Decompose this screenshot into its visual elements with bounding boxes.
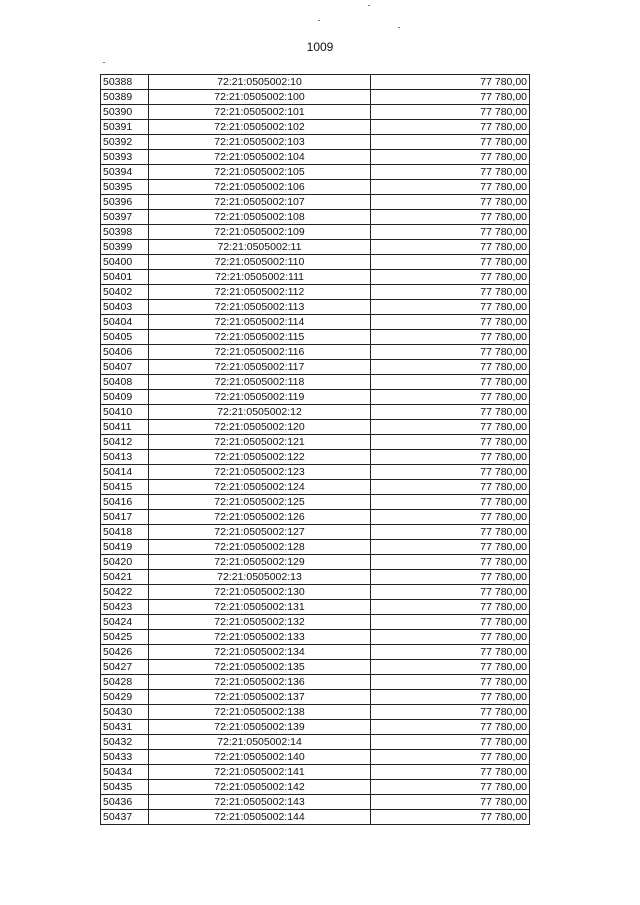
cadastral-number-cell: 72:21:0505002:100 xyxy=(149,90,371,105)
table-row xyxy=(101,390,530,405)
row-number-cell: 50399 xyxy=(101,240,149,255)
cadastral-number-cell: 72:21:0505002:110 xyxy=(149,255,371,270)
cadastral-number-cell: 72:21:0505002:137 xyxy=(149,690,371,705)
value-cell: 77 780,00 xyxy=(371,540,530,555)
value-cell: 77 780,00 xyxy=(371,765,530,780)
cadastral-number-cell: 72:21:0505002:134 xyxy=(149,645,371,660)
cadastral-number-cell: 72:21:0505002:10 xyxy=(149,75,371,90)
value-cell: 77 780,00 xyxy=(371,270,530,285)
cadastral-number-cell: 72:21:0505002:11 xyxy=(149,240,371,255)
cadastral-number-cell: 72:21:0505002:115 xyxy=(149,330,371,345)
cadastral-number-cell: 72:21:0505002:120 xyxy=(149,420,371,435)
row-number-cell: 50428 xyxy=(101,675,149,690)
row-number-cell: 50419 xyxy=(101,540,149,555)
table-row xyxy=(101,510,530,525)
cadastral-number-cell: 72:21:0505002:106 xyxy=(149,180,371,195)
value-cell: 77 780,00 xyxy=(371,480,530,495)
row-number-cell: 50395 xyxy=(101,180,149,195)
cadastral-number-cell: 72:21:0505002:143 xyxy=(149,795,371,810)
value-cell: 77 780,00 xyxy=(371,315,530,330)
table-row xyxy=(101,570,530,585)
cadastral-number-cell: 72:21:0505002:112 xyxy=(149,285,371,300)
row-number-cell: 50394 xyxy=(101,165,149,180)
row-number-cell: 50415 xyxy=(101,480,149,495)
table-row xyxy=(101,405,530,420)
value-cell: 77 780,00 xyxy=(371,660,530,675)
cadastral-number-cell: 72:21:0505002:14 xyxy=(149,735,371,750)
table-row xyxy=(101,495,530,510)
value-cell: 77 780,00 xyxy=(371,255,530,270)
table-row xyxy=(101,105,530,120)
cadastral-number-cell: 72:21:0505002:119 xyxy=(149,390,371,405)
value-cell: 77 780,00 xyxy=(371,735,530,750)
cadastral-number-cell: 72:21:0505002:109 xyxy=(149,225,371,240)
value-cell: 77 780,00 xyxy=(371,285,530,300)
scan-speck xyxy=(368,5,370,6)
cadastral-number-cell: 72:21:0505002:125 xyxy=(149,495,371,510)
table-row xyxy=(101,315,530,330)
value-cell: 77 780,00 xyxy=(371,435,530,450)
cadastral-number-cell: 72:21:0505002:138 xyxy=(149,705,371,720)
cadastral-number-cell: 72:21:0505002:103 xyxy=(149,135,371,150)
row-number-cell: 50393 xyxy=(101,150,149,165)
cadastral-number-cell: 72:21:0505002:136 xyxy=(149,675,371,690)
scan-speck xyxy=(318,20,320,21)
table-row xyxy=(101,465,530,480)
cadastral-number-cell: 72:21:0505002:128 xyxy=(149,540,371,555)
table-row xyxy=(101,270,530,285)
row-number-cell: 50391 xyxy=(101,120,149,135)
table-row xyxy=(101,285,530,300)
row-number-cell: 50388 xyxy=(101,75,149,90)
value-cell: 77 780,00 xyxy=(371,90,530,105)
table-body xyxy=(101,75,530,825)
row-number-cell: 50427 xyxy=(101,660,149,675)
cadastral-number-cell: 72:21:0505002:117 xyxy=(149,360,371,375)
value-cell: 77 780,00 xyxy=(371,120,530,135)
cadastral-number-cell: 72:21:0505002:123 xyxy=(149,465,371,480)
table-row xyxy=(101,750,530,765)
row-number-cell: 50432 xyxy=(101,735,149,750)
value-cell: 77 780,00 xyxy=(371,330,530,345)
table-row xyxy=(101,690,530,705)
table-row xyxy=(101,375,530,390)
row-number-cell: 50426 xyxy=(101,645,149,660)
table-row xyxy=(101,735,530,750)
table-row xyxy=(101,240,530,255)
row-number-cell: 50429 xyxy=(101,690,149,705)
row-number-cell: 50434 xyxy=(101,765,149,780)
value-cell: 77 780,00 xyxy=(371,345,530,360)
value-cell: 77 780,00 xyxy=(371,150,530,165)
table-row xyxy=(101,555,530,570)
table-row xyxy=(101,450,530,465)
scan-speck xyxy=(398,27,400,28)
row-number-cell: 50420 xyxy=(101,555,149,570)
value-cell: 77 780,00 xyxy=(371,495,530,510)
table-row xyxy=(101,525,530,540)
value-cell: 77 780,00 xyxy=(371,165,530,180)
cadastral-number-cell: 72:21:0505002:116 xyxy=(149,345,371,360)
cadastral-number-cell: 72:21:0505002:111 xyxy=(149,270,371,285)
value-cell: 77 780,00 xyxy=(371,360,530,375)
cadastral-number-cell: 72:21:0505002:133 xyxy=(149,630,371,645)
value-cell: 77 780,00 xyxy=(371,195,530,210)
row-number-cell: 50408 xyxy=(101,375,149,390)
scan-speck xyxy=(103,62,105,63)
table-row xyxy=(101,540,530,555)
value-cell: 77 780,00 xyxy=(371,375,530,390)
row-number-cell: 50409 xyxy=(101,390,149,405)
value-cell: 77 780,00 xyxy=(371,75,530,90)
value-cell: 77 780,00 xyxy=(371,450,530,465)
cadastral-number-cell: 72:21:0505002:105 xyxy=(149,165,371,180)
table-row xyxy=(101,600,530,615)
cadastral-number-cell: 72:21:0505002:132 xyxy=(149,615,371,630)
table-row xyxy=(101,435,530,450)
table-row xyxy=(101,195,530,210)
table-row xyxy=(101,75,530,90)
value-cell: 77 780,00 xyxy=(371,675,530,690)
row-number-cell: 50430 xyxy=(101,705,149,720)
row-number-cell: 50404 xyxy=(101,315,149,330)
table-row xyxy=(101,810,530,825)
value-cell: 77 780,00 xyxy=(371,780,530,795)
value-cell: 77 780,00 xyxy=(371,405,530,420)
row-number-cell: 50398 xyxy=(101,225,149,240)
row-number-cell: 50390 xyxy=(101,105,149,120)
table-row xyxy=(101,90,530,105)
value-cell: 77 780,00 xyxy=(371,240,530,255)
table-row xyxy=(101,180,530,195)
table-row xyxy=(101,705,530,720)
table-row xyxy=(101,255,530,270)
value-cell: 77 780,00 xyxy=(371,570,530,585)
row-number-cell: 50397 xyxy=(101,210,149,225)
value-cell: 77 780,00 xyxy=(371,705,530,720)
table-row xyxy=(101,420,530,435)
table-row xyxy=(101,150,530,165)
row-number-cell: 50422 xyxy=(101,585,149,600)
value-cell: 77 780,00 xyxy=(371,135,530,150)
cadastral-number-cell: 72:21:0505002:118 xyxy=(149,375,371,390)
value-cell: 77 780,00 xyxy=(371,615,530,630)
row-number-cell: 50411 xyxy=(101,420,149,435)
value-cell: 77 780,00 xyxy=(371,105,530,120)
row-number-cell: 50413 xyxy=(101,450,149,465)
cadastral-number-cell: 72:21:0505002:104 xyxy=(149,150,371,165)
table-row xyxy=(101,780,530,795)
value-cell: 77 780,00 xyxy=(371,510,530,525)
value-cell: 77 780,00 xyxy=(371,390,530,405)
table-row xyxy=(101,795,530,810)
row-number-cell: 50403 xyxy=(101,300,149,315)
cadastral-number-cell: 72:21:0505002:12 xyxy=(149,405,371,420)
cadastral-number-cell: 72:21:0505002:141 xyxy=(149,765,371,780)
table-row xyxy=(101,630,530,645)
row-number-cell: 50402 xyxy=(101,285,149,300)
cadastral-number-cell: 72:21:0505002:122 xyxy=(149,450,371,465)
row-number-cell: 50437 xyxy=(101,810,149,825)
row-number-cell: 50425 xyxy=(101,630,149,645)
table-row xyxy=(101,345,530,360)
table-row xyxy=(101,360,530,375)
value-cell: 77 780,00 xyxy=(371,420,530,435)
value-cell: 77 780,00 xyxy=(371,720,530,735)
row-number-cell: 50392 xyxy=(101,135,149,150)
cadastral-number-cell: 72:21:0505002:13 xyxy=(149,570,371,585)
row-number-cell: 50414 xyxy=(101,465,149,480)
row-number-cell: 50417 xyxy=(101,510,149,525)
value-cell: 77 780,00 xyxy=(371,750,530,765)
value-cell: 77 780,00 xyxy=(371,630,530,645)
cadastral-number-cell: 72:21:0505002:108 xyxy=(149,210,371,225)
value-cell: 77 780,00 xyxy=(371,600,530,615)
row-number-cell: 50421 xyxy=(101,570,149,585)
cadastral-number-cell: 72:21:0505002:139 xyxy=(149,720,371,735)
table-row xyxy=(101,210,530,225)
row-number-cell: 50389 xyxy=(101,90,149,105)
table-row xyxy=(101,300,530,315)
table-row xyxy=(101,165,530,180)
row-number-cell: 50424 xyxy=(101,615,149,630)
row-number-cell: 50433 xyxy=(101,750,149,765)
cadastral-number-cell: 72:21:0505002:107 xyxy=(149,195,371,210)
value-cell: 77 780,00 xyxy=(371,810,530,825)
cadastral-number-cell: 72:21:0505002:124 xyxy=(149,480,371,495)
value-cell: 77 780,00 xyxy=(371,645,530,660)
value-cell: 77 780,00 xyxy=(371,225,530,240)
value-cell: 77 780,00 xyxy=(371,180,530,195)
value-cell: 77 780,00 xyxy=(371,525,530,540)
table-row xyxy=(101,120,530,135)
cadastral-number-cell: 72:21:0505002:127 xyxy=(149,525,371,540)
row-number-cell: 50436 xyxy=(101,795,149,810)
row-number-cell: 50435 xyxy=(101,780,149,795)
cadastral-number-cell: 72:21:0505002:142 xyxy=(149,780,371,795)
cadastral-number-cell: 72:21:0505002:121 xyxy=(149,435,371,450)
cadastral-number-cell: 72:21:0505002:113 xyxy=(149,300,371,315)
cadastral-number-cell: 72:21:0505002:131 xyxy=(149,600,371,615)
value-cell: 77 780,00 xyxy=(371,300,530,315)
value-cell: 77 780,00 xyxy=(371,210,530,225)
row-number-cell: 50431 xyxy=(101,720,149,735)
value-cell: 77 780,00 xyxy=(371,795,530,810)
row-number-cell: 50401 xyxy=(101,270,149,285)
cadastral-number-cell: 72:21:0505002:114 xyxy=(149,315,371,330)
cadastral-number-cell: 72:21:0505002:102 xyxy=(149,120,371,135)
table-row xyxy=(101,330,530,345)
page-number: 1009 xyxy=(306,40,334,54)
value-cell: 77 780,00 xyxy=(371,555,530,570)
row-number-cell: 50416 xyxy=(101,495,149,510)
table-row xyxy=(101,720,530,735)
row-number-cell: 50418 xyxy=(101,525,149,540)
row-number-cell: 50407 xyxy=(101,360,149,375)
value-cell: 77 780,00 xyxy=(371,690,530,705)
cadastral-number-cell: 72:21:0505002:101 xyxy=(149,105,371,120)
cadastral-number-cell: 72:21:0505002:126 xyxy=(149,510,371,525)
value-cell: 77 780,00 xyxy=(371,465,530,480)
row-number-cell: 50405 xyxy=(101,330,149,345)
table-row xyxy=(101,765,530,780)
cadastral-number-cell: 72:21:0505002:130 xyxy=(149,585,371,600)
table-row xyxy=(101,225,530,240)
value-cell: 77 780,00 xyxy=(371,585,530,600)
row-number-cell: 50412 xyxy=(101,435,149,450)
table-row xyxy=(101,585,530,600)
row-number-cell: 50406 xyxy=(101,345,149,360)
row-number-cell: 50423 xyxy=(101,600,149,615)
cadastral-number-cell: 72:21:0505002:144 xyxy=(149,810,371,825)
row-number-cell: 50410 xyxy=(101,405,149,420)
table-row xyxy=(101,135,530,150)
table-row xyxy=(101,660,530,675)
table-row xyxy=(101,675,530,690)
cadastral-number-cell: 72:21:0505002:129 xyxy=(149,555,371,570)
cadastral-number-cell: 72:21:0505002:140 xyxy=(149,750,371,765)
table-row xyxy=(101,615,530,630)
row-number-cell: 50396 xyxy=(101,195,149,210)
table-row xyxy=(101,645,530,660)
row-number-cell: 50400 xyxy=(101,255,149,270)
cadastral-number-cell: 72:21:0505002:135 xyxy=(149,660,371,675)
table-row xyxy=(101,480,530,495)
cadastral-value-table xyxy=(100,74,530,825)
